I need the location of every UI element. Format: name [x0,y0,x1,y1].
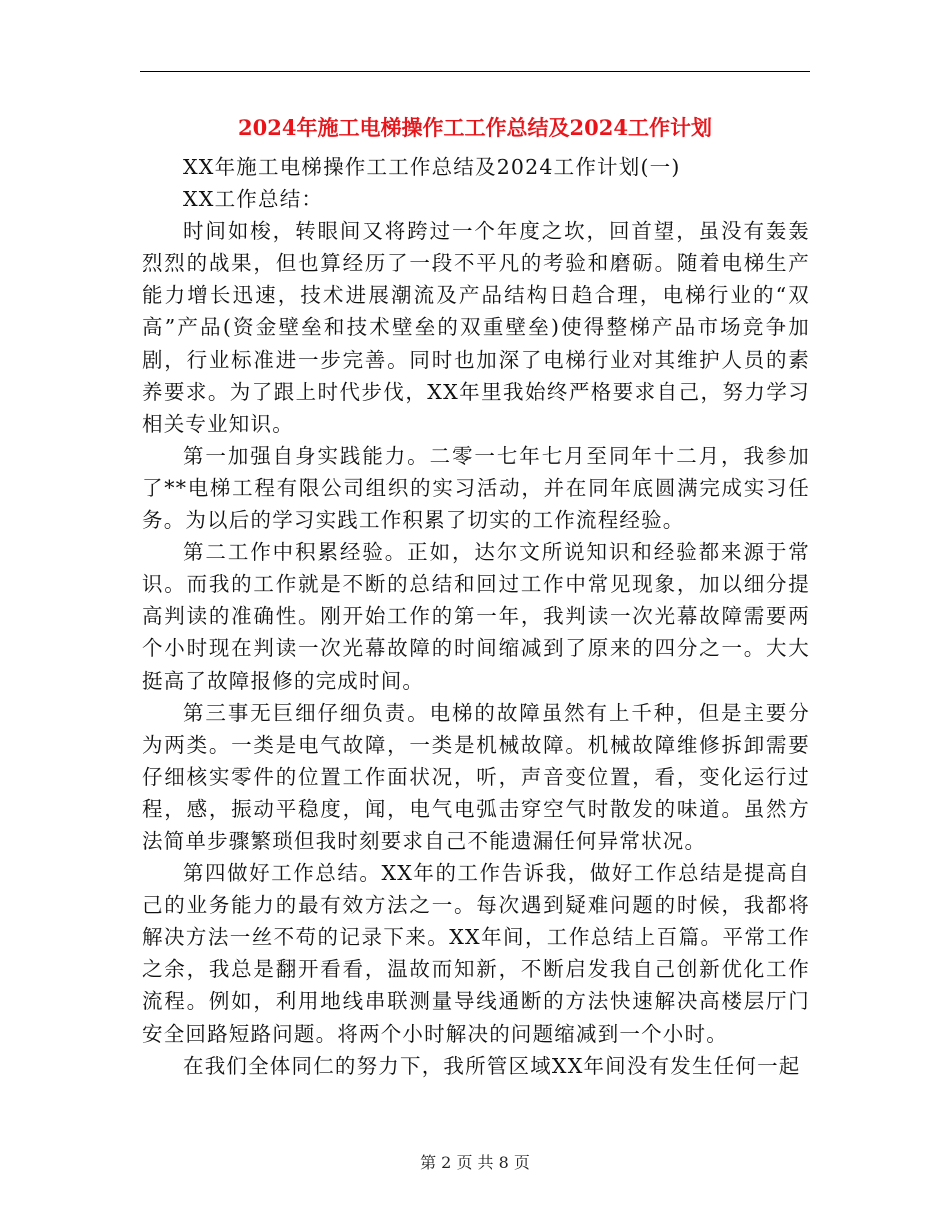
document-title: 2024年施工电梯操作工工作总结及2024工作计划 [238,115,712,140]
body-paragraph: 在我们全体同仁的努力下，我所管区域XX年间没有发生任何一起 [183,1053,801,1078]
page-number: 第 2 页 共 8 页 [420,1153,530,1172]
section-heading: XX年施工电梯操作工工作总结及2024工作计划(一) [183,155,681,179]
body-paragraph: 时间如梭，转眼间又将跨过一个年度之坎，回首望，虽没有轰轰烈烈的战果，但也算经历了一段不平凡的考验和磨砺。随着电梯生产能力增长迅速，技术进展潮流及产品结构日趋合理，电梯行业的“双高”产品(资金壁垒和技术壁垒的双重壁垒)使得整梯产品市场竞争加剧，行业标准进一步完善。同时也加深了电梯行业对其维护人员的素养要求。为了跟上时代步伐，XX年里我始终严格要求自己，努力学习相关专业知识。 [142,219,810,436]
body-paragraph: 第一加强自身实践能力。二零一七年七月至同年十二月，我参加了**电梯工程有限公司组织的实习活动，并在同年底圆满完成实习任务。为以后的学习实践工作积累了切实的工作流程经验。 [142,443,810,533]
document-body [142,151,810,1082]
body-paragraph: 第二工作中积累经验。正如，达尔文所说知识和经验都来源于常识。而我的工作就是不断的总结和回过工作中常见现象，加以细分提高判读的准确性。刚开始工作的第一年，我判读一次光幕故障需要两个小时现在判读一次光幕故障的时间缩减到了原来的四分之一。大大挺高了故障报修的完成时间。 [142,540,810,693]
body-paragraph: 第四做好工作总结。XX年的工作告诉我，做好工作总结是提高自己的业务能力的最有效方法之一。每次遇到疑难问题的时候，我都将解决方法一丝不苟的记录下来。XX年间，工作总结上百篇。平常工作之余，我总是翻开看看，温故而知新，不断启发我自己创新优化工作流程。例如，利用地线串联测量导线通断的方法快速解决高楼层厅门安全回路短路问题。将两个小时解决的问题缩减到一个小时。 [142,861,810,1046]
subsection-heading: XX工作总结： [183,187,324,212]
body-paragraph: 第三事无巨细仔细负责。电梯的故障虽然有上千种，但是主要分为两类。一类是电气故障，一类是机械故障。机械故障维修拆卸需要仔细核实零件的位置工作面状况，听，声音变位置，看，变化运行过程，感，振动平稳度，闻，电气电弧击穿空气时散发的味道。虽然方法简单步骤繁琐但我时刻要求自己不能遗漏任何异常状况。 [142,700,810,853]
page-footer [140,1151,810,1175]
header-rule [140,71,810,72]
